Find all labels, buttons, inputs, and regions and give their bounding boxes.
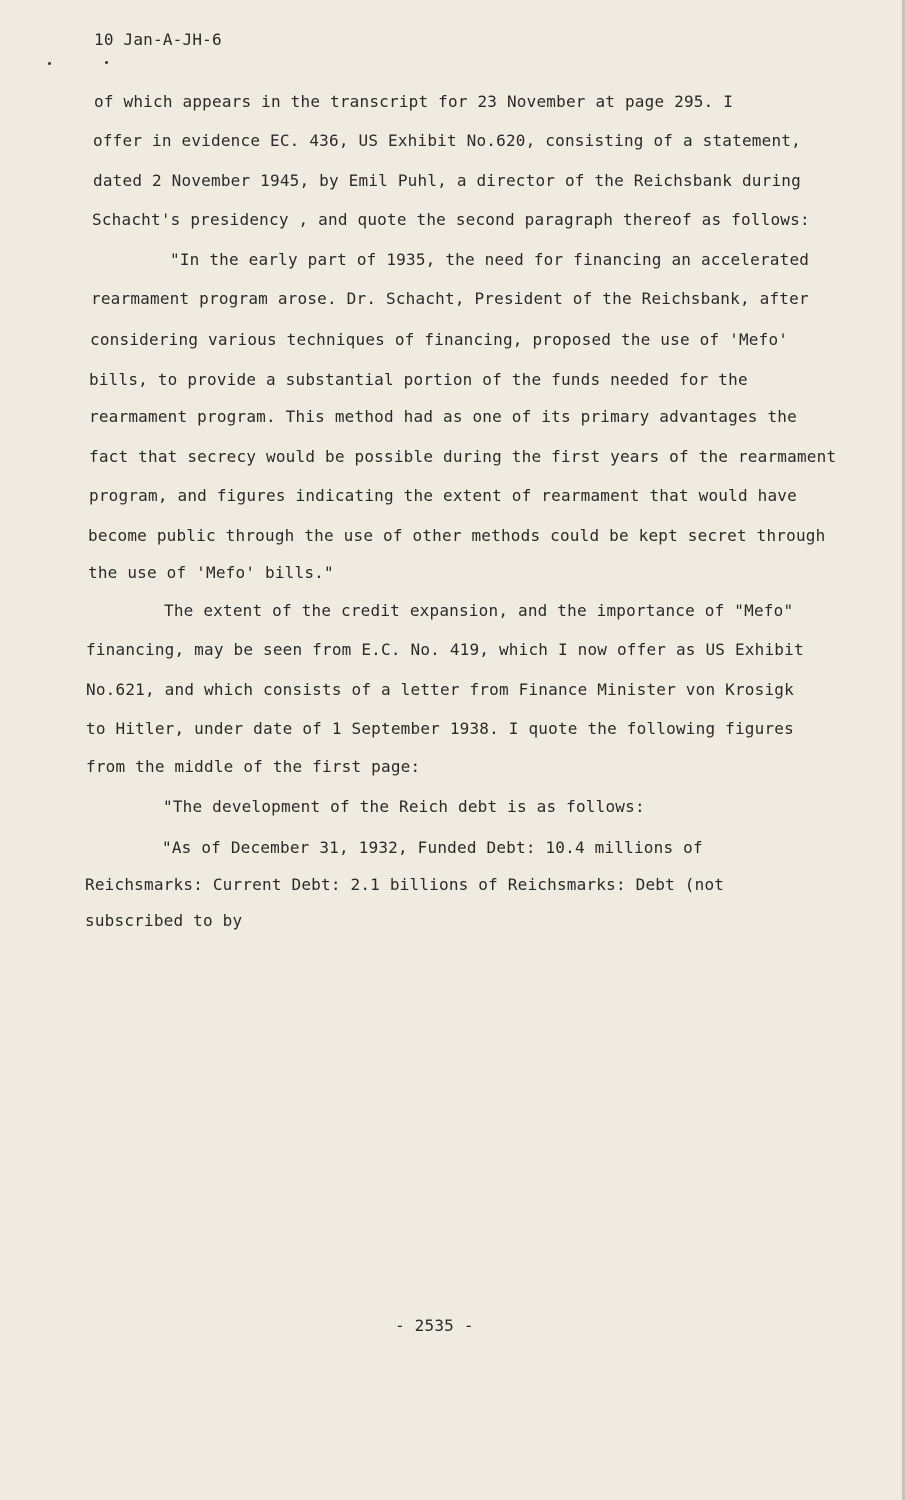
margin-mark [105,61,108,64]
text-line: "As of December 31, 1932, Funded Debt: 10.4 millions of [162,838,703,857]
text-line: "The development of the Reich debt is as follows: [163,797,645,816]
text-line: from the middle of the first page: [86,757,421,776]
text-line: No.621, and which consists of a letter from Finance Minister von Krosigk [86,680,794,699]
text-line: the use of 'Mefo' bills." [88,563,334,582]
text-line: rearmament program arose. Dr. Schacht, President of the Reichsbank, after [91,289,809,308]
text-line: "In the early part of 1935, the need for financing an accelerated [170,250,810,269]
text-line: Reichsmarks: Current Debt: 2.1 billions of Reichsmarks: Debt (not [85,875,725,894]
text-line: fact that secrecy would be possible during the first years of the rearmament [89,447,837,466]
text-line: offer in evidence EC. 436, US Exhibit No.620, consisting of a statement, [93,131,801,150]
text-line: of which appears in the transcript for 23 November at page 295. I [94,92,734,111]
text-line: The extent of the credit expansion, and the importance of "Mefo" [164,601,794,620]
text-line: become public through the use of other methods could be kept secret through [88,526,826,545]
page-number: - 2535 - [395,1316,474,1335]
text-line: bills, to provide a substantial portion of the funds needed for the [89,370,748,389]
text-line: Schacht's presidency , and quote the second paragraph thereof as follows: [92,210,810,229]
margin-mark [48,62,51,65]
text-line: subscribed to by [85,911,243,930]
text-line: to Hitler, under date of 1 September 1938. I quote the following figures [86,719,794,738]
text-line: financing, may be seen from E.C. No. 419, which I now offer as US Exhibit [86,640,804,659]
text-line: dated 2 November 1945, by Emil Puhl, a director of the Reichsbank during [93,171,801,190]
text-line: rearmament program. This method had as one of its primary advantages the [89,407,797,426]
document-reference: 10 Jan-A-JH-6 [94,30,222,49]
text-line: considering various techniques of financing, proposed the use of 'Mefo' [90,330,789,349]
text-line: program, and figures indicating the extent of rearmament that would have [89,486,797,505]
